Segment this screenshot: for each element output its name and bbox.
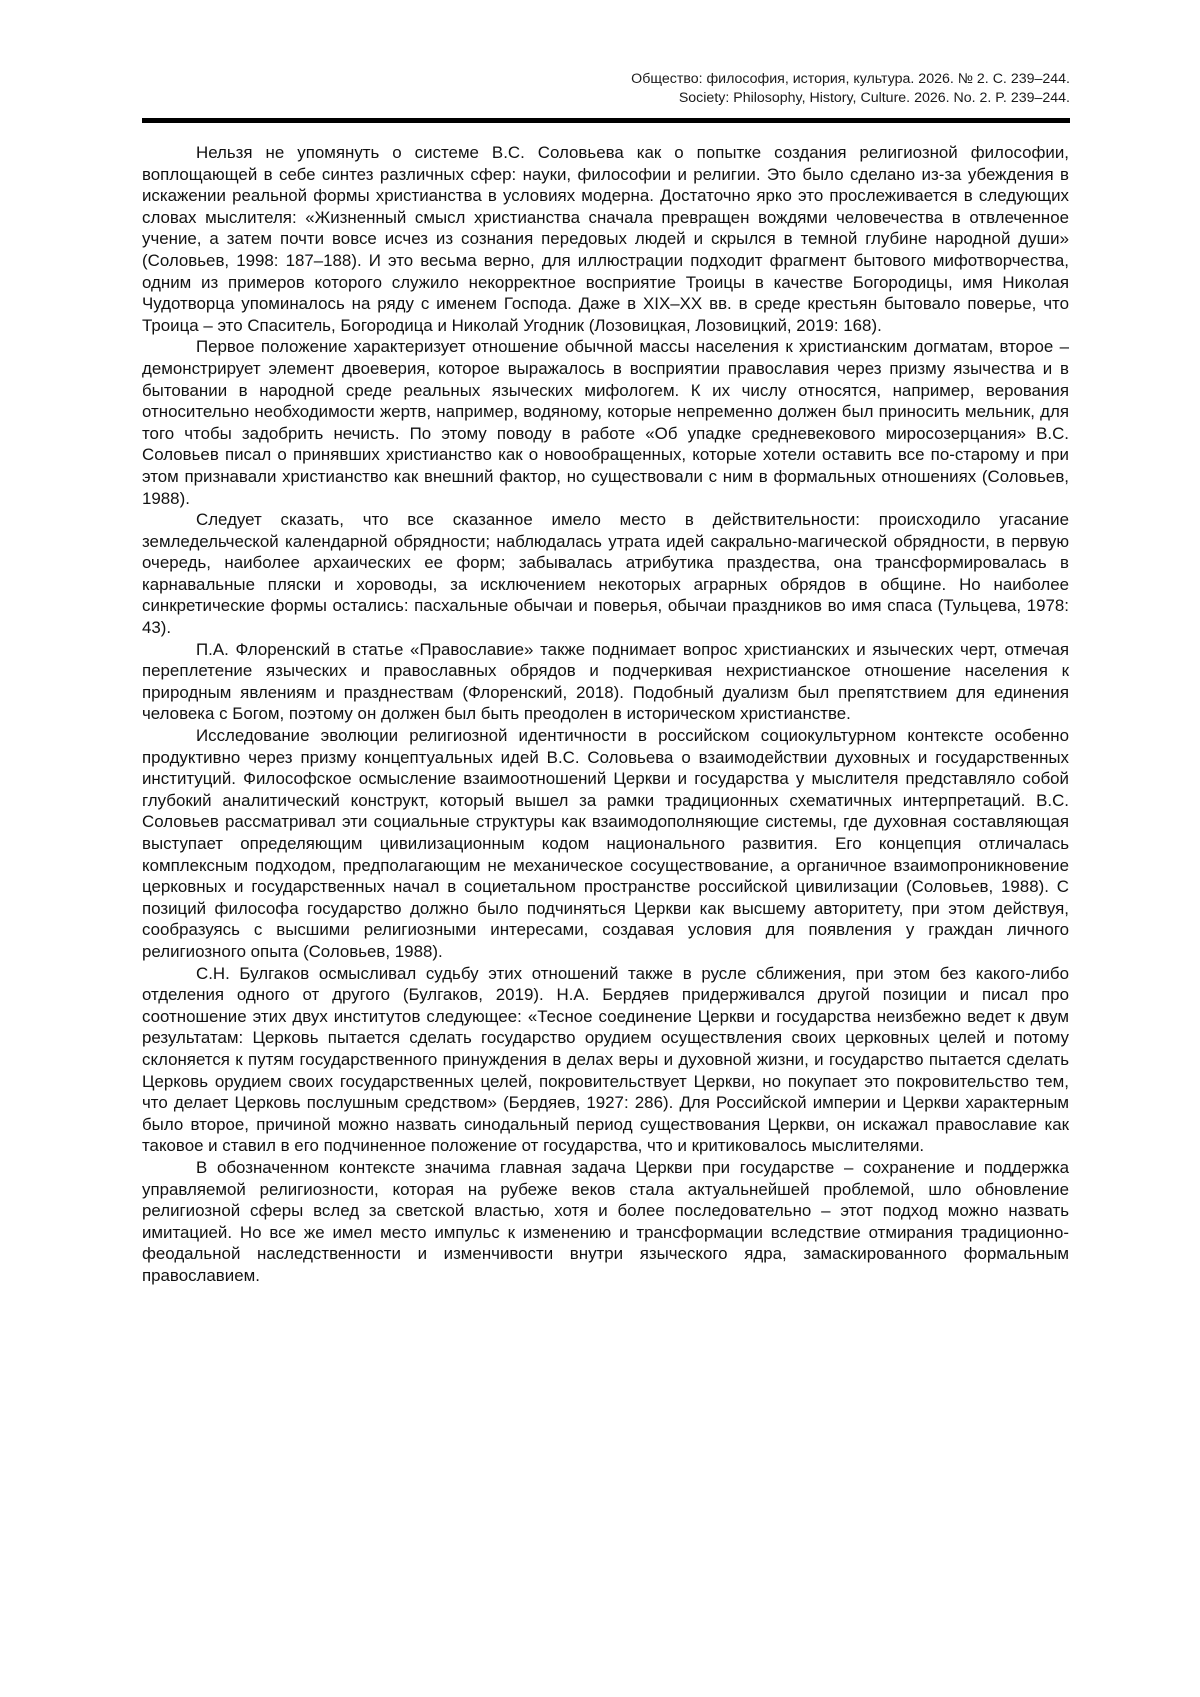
header-citation-en: Society: Philosophy, History, Culture. 2026. No. 2. P. 239–244. xyxy=(678,90,1070,106)
article-body xyxy=(142,142,1069,1286)
paragraph: Следует сказать, что все сказанное имело место в действительности: происходило угасание земледельческой календарной обрядности; наблюдалась утрата идей сакрально-магической обрядности, в первую очередь, наиболее архаических ее форм; забывалась атрибутика праздества, она трансформировалась в карнавальные пляски и хороводы, за исключением некоторых аграрных обрядов в общине. Но наиболее синкретические формы остались: пасхальные обычаи и поверья, обычаи праздников во имя спаса (Тульцева, 1978: 43). xyxy=(142,510,1069,638)
header-divider xyxy=(142,118,1070,123)
paragraph: Первое положение характеризует отношение обычной массы населения к христианским догматам, второе – демонстрирует элемент двоеверия, которое выражалось в восприятии православия через призму язычества и в бытовании в народной среде реальных языческих мифологем. К их числу относятся, например, верования относительно необходимости жертв, например, водяному, которые непременно должен был приносить мельник, для того чтобы задобрить нечисть. По этому поводу в работе «Об упадке средневекового миросозерцания» В.С. Соловьев писал о принявших христианство как о новообращенных, которые хотели оставить все по-старому и при этом признавали христианство как внешний фактор, но существовали с ним в формальных отношениях (Соловьев, 1988). xyxy=(142,337,1069,508)
paragraph: В обозначенном контексте значима главная задача Церкви при государстве – сохранение и поддержка управляемой религиозности, которая на рубеже веков стала актуальнейшей проблемой, шло обновление религиозной сферы вслед за светской властью, хотя и более последовательно – этот подход можно назвать имитацией. Но все же имел место импульс к изменению и трансформации вследствие отмирания традиционно-феодальной наследственности и изменчивости внутри языческого ядра, замаскированного формальным православием. xyxy=(142,1157,1069,1285)
paragraph: П.А. Флоренский в статье «Православие» также поднимает вопрос христианских и языческих черт, отмечая переплетение языческих и православных обрядов и подчеркивая нехристианское отношение населения к природным явлениям и празднествам (Флоренский, 2018). Подобный дуализм был препятствием для единения человека с Богом, поэтому он должен был быть преодолен в историческом христианстве. xyxy=(142,639,1069,724)
paragraph: С.Н. Булгаков осмысливал судьбу этих отношений также в русле сближения, при этом без какого-либо отделения одного от другого (Булгаков, 2019). Н.А. Бердяев придерживался другой позиции и писал про соотношение этих двух институтов следующее: «Тесное соединение Церкви и государства неизбежно ведет к двум результатам: Церковь пытается сделать государство орудием осуществления своих церковных целей и потому склоняется к путям государственного принуждения в делах веры и духовной жизни, и государство пытается сделать Церковь орудием своих государственных целей, покровительствует Церкви, но покупает это покровительство тем, что делает Церковь послушным средством» (Бердяев, 1927: 286). Для Российской империи и Церкви характерным было второе, причиной можно назвать синодальный период существования Церкви, он искажал православие как таковое и ставил в его подчиненное положение от государства, что и критиковалось мыслителями. xyxy=(142,963,1069,1156)
running-header xyxy=(631,70,1070,108)
header-citation-ru: Общество: философия, история, культура. 2026. № 2. С. 239–244. xyxy=(631,71,1070,87)
paragraph: Нельзя не упомянуть о системе В.С. Соловьева как о попытке создания религиозной философии, воплощающей в себе синтез различных сфер: науки, философии и религии. Это было сделано из-за убеждения в искажении реальной формы христианства в условиях модерна. Достаточно ярко это прослеживается в следующих словах мыслителя: «Жизненный смысл христианства сначала превращен вождями человечества в отвлеченное учение, а затем почти вовсе исчез из сознания передовых людей и скрылся в темной глубине народной души» (Соловьев, 1998: 187–188). И это весьма верно, для иллюстрации подходит фрагмент бытового мифотворчества, одним из примеров которого служило некорректное восприятие Троицы в качестве Богородицы, имя Николая Чудотворца упоминалось на ряду с именем Господа. Даже в XIX–XX вв. в среде крестьян бытовало поверье, что Троица – это Спаситель, Богородица и Николай Угодник (Лозовицкая, Лозовицкий, 2019: 168). xyxy=(142,143,1069,335)
paragraph: Исследование эволюции религиозной идентичности в российском социокультурном контексте особенно продуктивно через призму концептуальных идей В.С. Соловьева о взаимодействии духовных и государственных институций. Философское осмысление взаимоотношений Церкви и государства у мыслителя представляло собой глубокий аналитический конструкт, который вышел за рамки традиционных схематичных интерпретаций. В.С. Соловьев рассматривал эти социальные структуры как взаимодополняющие системы, где духовная составляющая выступает определяющим цивилизационным кодом национального развития. Его концепция отличалась комплексным подходом, предполагающим не механическое сосуществование, а органичное взаимопроникновение церковных и государственных начал в социетальном пространстве российской цивилизации (Соловьев, 1988). С позиций философа государство должно было подчиняться Церкви как высшему авторитету, при этом действуя, сообразуясь с высшими религиозными интересами, создавая условия для появления у граждан личного религиозного опыта (Соловьев, 1988). xyxy=(142,726,1069,961)
